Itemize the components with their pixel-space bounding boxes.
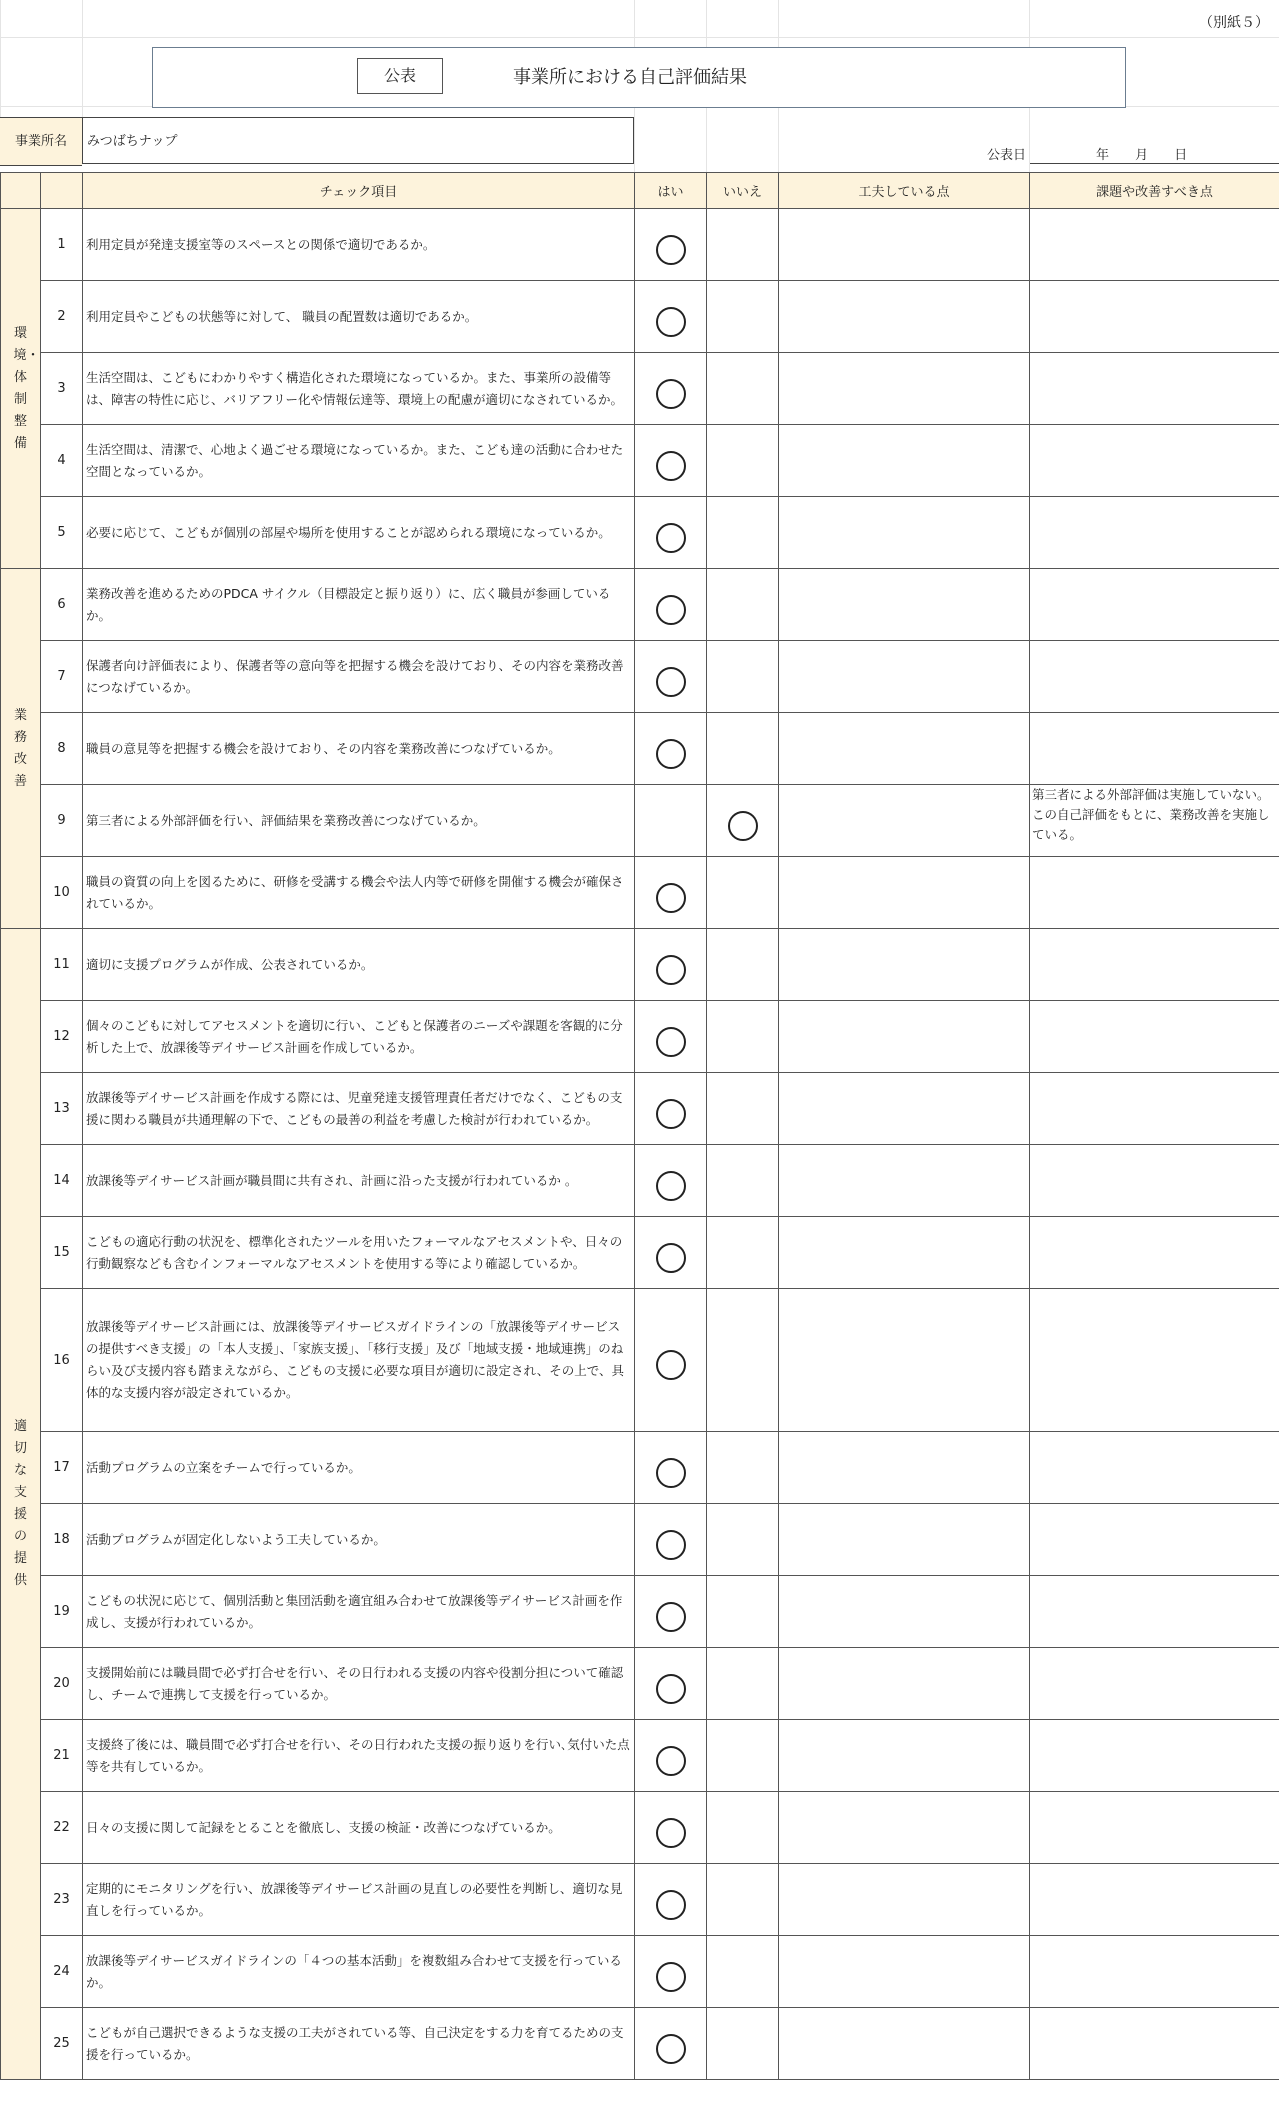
- issues-cell[interactable]: [1030, 1289, 1279, 1432]
- yes-cell[interactable]: [635, 497, 707, 569]
- no-cell[interactable]: [707, 857, 779, 929]
- item-number: 2: [41, 281, 83, 353]
- issues-cell[interactable]: [1030, 641, 1279, 713]
- yes-cell[interactable]: [635, 713, 707, 785]
- circle-mark-icon: [656, 1818, 686, 1848]
- item-text: 放課後等デイサービス計画には、放課後等デイサービスガイドラインの「放課後等デイサービスの提供すべき支援」の「本人支援」、「家族支援」、「移行支援」及び「地域支援・地域連携」のねらい及び支援内容も踏まえながら、こどもの支援に必要な項目が適切に設定され、その上で、具体的な支援内容が設定されているか。: [83, 1289, 635, 1432]
- item-text: こどもが自己選択できるような支援の工夫がされている等、自己決定をする力を育てるための支援を行っているか。: [83, 2008, 635, 2080]
- item-number: 4: [41, 425, 83, 497]
- no-cell[interactable]: [707, 1648, 779, 1720]
- circle-mark-icon: [656, 1746, 686, 1776]
- yes-cell[interactable]: [635, 641, 707, 713]
- circle-mark-icon: [656, 1099, 686, 1129]
- table-row: [1, 1576, 1279, 1648]
- item-number: 16: [41, 1289, 83, 1432]
- category-cell: [1, 569, 41, 929]
- good-points-cell[interactable]: [779, 1648, 1030, 1720]
- circle-mark-icon: [656, 1674, 686, 1704]
- item-number: 20: [41, 1648, 83, 1720]
- publication-badge: 公表: [357, 58, 443, 94]
- category-cell: [1, 209, 41, 569]
- good-points-cell[interactable]: [779, 1864, 1030, 1936]
- issues-cell[interactable]: [1030, 1864, 1279, 1936]
- table-row: [1, 569, 1279, 641]
- yes-cell[interactable]: [635, 209, 707, 281]
- table-row: [1, 281, 1279, 353]
- item-text: 定期的にモニタリングを行い、放課後等デイサービス計画の見直しの必要性を判断し、適切な見直しを行っているか。: [83, 1864, 635, 1936]
- item-text: 活動プログラムが固定化しないよう工夫しているか。: [83, 1504, 635, 1576]
- issues-cell[interactable]: 第三者による外部評価は実施していない。この自己評価をもとに、業務改善を実施している。: [1030, 785, 1279, 857]
- table-row: [1, 1864, 1279, 1936]
- table-row: [1, 497, 1279, 569]
- yes-header: はい: [635, 173, 707, 209]
- issues-cell[interactable]: [1030, 1576, 1279, 1648]
- no-cell[interactable]: [707, 353, 779, 425]
- item-number: 7: [41, 641, 83, 713]
- issues-header: 課題や改善すべき点: [1030, 173, 1279, 209]
- issues-cell[interactable]: [1030, 857, 1279, 929]
- item-text: 必要に応じて、こどもが個別の部屋や場所を使用することが認められる環境になっているか。: [83, 497, 635, 569]
- item-number: 8: [41, 713, 83, 785]
- yes-cell[interactable]: [635, 1432, 707, 1504]
- circle-mark-icon: [656, 955, 686, 985]
- category-header: [1, 173, 41, 209]
- item-number: 17: [41, 1432, 83, 1504]
- item-text: 放課後等デイサービス計画が職員間に共有され、計画に沿った支援が行われているか 。: [83, 1145, 635, 1217]
- item-text: 第三者による外部評価を行い、評価結果を業務改善につなげているか。: [83, 785, 635, 857]
- good-points-cell[interactable]: [779, 641, 1030, 713]
- yes-cell[interactable]: [635, 1145, 707, 1217]
- category-label: 環境・体制整備: [13, 325, 40, 451]
- no-cell[interactable]: [707, 1145, 779, 1217]
- no-header: いいえ: [707, 173, 779, 209]
- no-cell[interactable]: [707, 1217, 779, 1289]
- table-row: [1, 857, 1279, 929]
- yes-cell[interactable]: [635, 1720, 707, 1792]
- yes-cell[interactable]: [635, 353, 707, 425]
- item-number: 6: [41, 569, 83, 641]
- evaluation-table: [0, 172, 1279, 2080]
- table-row: [1, 425, 1279, 497]
- yes-cell[interactable]: [635, 785, 707, 857]
- circle-mark-icon: [656, 1530, 686, 1560]
- circle-mark-icon: [656, 1350, 686, 1380]
- table-row: [1, 2008, 1279, 2080]
- no-cell[interactable]: [707, 785, 779, 857]
- good-points-cell[interactable]: [779, 353, 1030, 425]
- good-points-cell[interactable]: [779, 713, 1030, 785]
- issues-cell[interactable]: [1030, 1504, 1279, 1576]
- yes-cell[interactable]: [635, 857, 707, 929]
- item-text: 適切に支援プログラムが作成、公表されているか。: [83, 929, 635, 1001]
- item-text: 利用定員が発達支援室等のスペースとの関係で適切であるか。: [83, 209, 635, 281]
- circle-mark-icon: [656, 739, 686, 769]
- good-points-cell[interactable]: [779, 281, 1030, 353]
- no-cell[interactable]: [707, 1289, 779, 1432]
- good-points-cell[interactable]: [779, 425, 1030, 497]
- item-text: 支援終了後には、職員間で必ず打合せを行い、その日行われた支援の振り返りを行い､気付いた点等を共有しているか。: [83, 1720, 635, 1792]
- attachment-note: （別紙５）: [1199, 15, 1269, 31]
- yes-cell[interactable]: [635, 1073, 707, 1145]
- issues-cell[interactable]: [1030, 1936, 1279, 2008]
- issues-cell[interactable]: [1030, 1001, 1279, 1073]
- issues-cell[interactable]: [1030, 1432, 1279, 1504]
- circle-mark-icon: [656, 595, 686, 625]
- yes-cell[interactable]: [635, 1792, 707, 1864]
- yes-cell[interactable]: [635, 1504, 707, 1576]
- item-number: 1: [41, 209, 83, 281]
- good-points-cell[interactable]: [779, 1432, 1030, 1504]
- circle-mark-icon: [656, 1171, 686, 1201]
- issues-cell[interactable]: [1030, 1792, 1279, 1864]
- good-points-cell[interactable]: [779, 1792, 1030, 1864]
- yes-cell[interactable]: [635, 425, 707, 497]
- no-cell[interactable]: [707, 929, 779, 1001]
- office-name[interactable]: みつばちナップ: [82, 117, 634, 164]
- no-cell[interactable]: [707, 1001, 779, 1073]
- item-text: 生活空間は、清潔で、心地よく過ごせる環境になっているか。また、こども達の活動に合わせた空間となっているか。: [83, 425, 635, 497]
- table-row: [1, 1432, 1279, 1504]
- item-number: 25: [41, 2008, 83, 2080]
- no-cell[interactable]: [707, 425, 779, 497]
- circle-mark-icon: [656, 2034, 686, 2064]
- item-text: 放課後等デイサービスガイドラインの「４つの基本活動」を複数組み合わせて支援を行っているか。: [83, 1936, 635, 2008]
- table-row: [1, 785, 1279, 857]
- item-number: 12: [41, 1001, 83, 1073]
- table-row: [1, 1936, 1279, 2008]
- circle-mark-icon: [656, 451, 686, 481]
- good-points-cell[interactable]: [779, 497, 1030, 569]
- table-row: [1, 1145, 1279, 1217]
- item-text: 支援開始前には職員間で必ず打合せを行い、その日行われる支援の内容や役割分担について確認し、チームで連携して支援を行っているか。: [83, 1648, 635, 1720]
- item-text: 個々のこどもに対してアセスメントを適切に行い、こどもと保護者のニーズや課題を客観的に分析した上で、放課後等デイサービス計画を作成しているか。: [83, 1001, 635, 1073]
- table-row: [1, 1720, 1279, 1792]
- no-cell[interactable]: [707, 497, 779, 569]
- good-points-cell[interactable]: [779, 785, 1030, 857]
- yes-cell[interactable]: [635, 569, 707, 641]
- table-row: [1, 1792, 1279, 1864]
- title-box: [152, 47, 1126, 108]
- issues-cell[interactable]: [1030, 1145, 1279, 1217]
- issues-cell[interactable]: [1030, 497, 1279, 569]
- office-label: 事業所名: [0, 117, 82, 166]
- item-text: 生活空間は、こどもにわかりやすく構造化された環境になっているか。また、事業所の設備等は、障害の特性に応じ、バリアフリー化や情報伝達等、環境上の配慮が適切になされているか。: [83, 353, 635, 425]
- good-points-cell[interactable]: [779, 1073, 1030, 1145]
- item-number: 23: [41, 1864, 83, 1936]
- circle-mark-icon: [656, 235, 686, 265]
- circle-mark-icon: [656, 379, 686, 409]
- issues-cell[interactable]: [1030, 209, 1279, 281]
- item-text: こどもの適応行動の状況を、標準化されたツールを用いたフォーマルなアセスメントや、日々の行動観察なども含むインフォーマルなアセスメントを使用する等により確認しているか。: [83, 1217, 635, 1289]
- yes-cell[interactable]: [635, 1648, 707, 1720]
- yes-cell[interactable]: [635, 1217, 707, 1289]
- table-header-row: [1, 173, 1279, 209]
- circle-mark-icon: [656, 883, 686, 913]
- no-cell[interactable]: [707, 1073, 779, 1145]
- no-cell[interactable]: [707, 1504, 779, 1576]
- item-text: 利用定員やこどもの状態等に対して、 職員の配置数は適切であるか。: [83, 281, 635, 353]
- issues-cell[interactable]: [1030, 2008, 1279, 2080]
- table-row: [1, 209, 1279, 281]
- item-text: 日々の支援に関して記録をとることを徹底し、支援の検証・改善につなげているか。: [83, 1792, 635, 1864]
- yes-cell[interactable]: [635, 929, 707, 1001]
- yes-cell[interactable]: [635, 1864, 707, 1936]
- table-row: [1, 1073, 1279, 1145]
- item-text: 業務改善を進めるためのPDCA サイクル（目標設定と振り返り）に、広く職員が参画しているか。: [83, 569, 635, 641]
- good-points-cell[interactable]: [779, 1720, 1030, 1792]
- item-number: 24: [41, 1936, 83, 2008]
- item-number: 11: [41, 929, 83, 1001]
- item-number: 13: [41, 1073, 83, 1145]
- table-row: [1, 1217, 1279, 1289]
- table-row: [1, 1648, 1279, 1720]
- yes-cell[interactable]: [635, 281, 707, 353]
- issues-cell[interactable]: [1030, 1720, 1279, 1792]
- no-cell[interactable]: [707, 209, 779, 281]
- item-number: 3: [41, 353, 83, 425]
- table-row: [1, 1001, 1279, 1073]
- item-text: こどもの状況に応じて、個別活動と集団活動を適宜組み合わせて放課後等デイサービス計画を作成し、支援が行われているか。: [83, 1576, 635, 1648]
- publication-date-underline: [1030, 163, 1279, 164]
- item-number: 22: [41, 1792, 83, 1864]
- good-points-cell[interactable]: [779, 1576, 1030, 1648]
- no-cell[interactable]: [707, 569, 779, 641]
- circle-mark-icon: [656, 667, 686, 697]
- item-text: 放課後等デイサービス計画を作成する際には、児童発達支援管理責任者だけでなく、こどもの支援に関わる職員が共通理解の下で、こどもの最善の利益を考慮した検討が行われているか。: [83, 1073, 635, 1145]
- item-text: 職員の資質の向上を図るために、研修を受講する機会や法人内等で研修を開催する機会が確保されているか。: [83, 857, 635, 929]
- item-number: 14: [41, 1145, 83, 1217]
- yes-cell[interactable]: [635, 1576, 707, 1648]
- no-cell[interactable]: [707, 281, 779, 353]
- good-points-cell[interactable]: [779, 1936, 1030, 2008]
- circle-mark-icon: [656, 1602, 686, 1632]
- no-cell[interactable]: [707, 1432, 779, 1504]
- table-row: [1, 713, 1279, 785]
- no-cell[interactable]: [707, 1864, 779, 1936]
- circle-mark-icon: [656, 1458, 686, 1488]
- yes-cell[interactable]: [635, 1289, 707, 1432]
- circle-mark-icon: [656, 1962, 686, 1992]
- circle-mark-icon: [656, 1243, 686, 1273]
- good-points-cell[interactable]: [779, 1001, 1030, 1073]
- yes-cell[interactable]: [635, 1001, 707, 1073]
- issues-cell[interactable]: [1030, 569, 1279, 641]
- yes-cell[interactable]: [635, 2008, 707, 2080]
- yes-cell[interactable]: [635, 1936, 707, 2008]
- issues-cell[interactable]: [1030, 713, 1279, 785]
- no-cell[interactable]: [707, 2008, 779, 2080]
- item-number: 5: [41, 497, 83, 569]
- category-label: 業務改善: [13, 707, 27, 789]
- issues-cell[interactable]: [1030, 353, 1279, 425]
- publication-date-label: 公表日: [987, 148, 1027, 163]
- good-points-header: 工夫している点: [779, 173, 1030, 209]
- circle-mark-icon: [656, 307, 686, 337]
- table-row: [1, 353, 1279, 425]
- no-cell[interactable]: [707, 1720, 779, 1792]
- item-text: 活動プログラムの立案をチームで行っているか。: [83, 1432, 635, 1504]
- no-cell[interactable]: [707, 1576, 779, 1648]
- good-points-cell[interactable]: [779, 1504, 1030, 1576]
- good-points-cell[interactable]: [779, 2008, 1030, 2080]
- item-text: 職員の意見等を把握する機会を設けており、その内容を業務改善につなげているか。: [83, 713, 635, 785]
- number-header: [41, 173, 83, 209]
- no-cell[interactable]: [707, 1936, 779, 2008]
- table-row: [1, 641, 1279, 713]
- item-text: 保護者向け評価表により、保護者等の意向等を把握する機会を設けており、その内容を業務改善につなげているか。: [83, 641, 635, 713]
- item-number: 19: [41, 1576, 83, 1648]
- item-number: 9: [41, 785, 83, 857]
- no-cell[interactable]: [707, 1792, 779, 1864]
- category-label: 適切な支援の提供: [13, 1419, 27, 1588]
- issues-cell[interactable]: [1030, 929, 1279, 1001]
- circle-mark-icon: [656, 1027, 686, 1057]
- good-points-cell[interactable]: [779, 209, 1030, 281]
- no-cell[interactable]: [707, 641, 779, 713]
- item-number: 15: [41, 1217, 83, 1289]
- good-points-cell[interactable]: [779, 569, 1030, 641]
- issues-cell[interactable]: [1030, 281, 1279, 353]
- item-number: 21: [41, 1720, 83, 1792]
- table-row: [1, 929, 1279, 1001]
- table-row: [1, 1289, 1279, 1432]
- issues-cell[interactable]: [1030, 1217, 1279, 1289]
- circle-mark-icon: [656, 1890, 686, 1920]
- item-number: 18: [41, 1504, 83, 1576]
- issues-cell[interactable]: [1030, 425, 1279, 497]
- issues-cell[interactable]: [1030, 1648, 1279, 1720]
- no-cell[interactable]: [707, 713, 779, 785]
- good-points-cell[interactable]: [779, 929, 1030, 1001]
- good-points-cell[interactable]: [779, 1145, 1030, 1217]
- good-points-cell[interactable]: [779, 1217, 1030, 1289]
- publication-date-fields[interactable]: 年 月 日: [1096, 148, 1188, 163]
- issues-cell[interactable]: [1030, 1073, 1279, 1145]
- good-points-cell[interactable]: [779, 857, 1030, 929]
- check-item-header: チェック項目: [83, 173, 635, 209]
- page-title: 事業所における自己評価結果: [513, 67, 747, 88]
- item-number: 10: [41, 857, 83, 929]
- table-row: [1, 1504, 1279, 1576]
- category-cell: [1, 929, 41, 2080]
- circle-mark-icon: [728, 811, 758, 841]
- good-points-cell[interactable]: [779, 1289, 1030, 1432]
- circle-mark-icon: [656, 523, 686, 553]
